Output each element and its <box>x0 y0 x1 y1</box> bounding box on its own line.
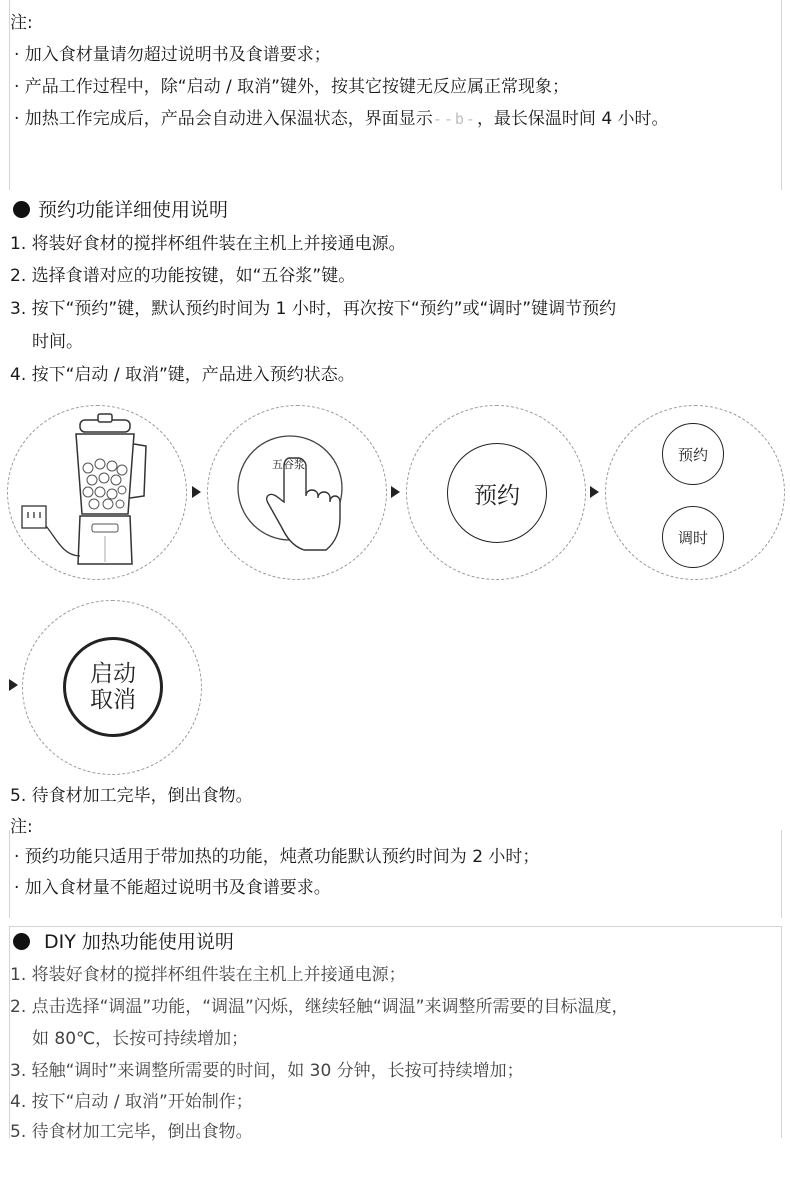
finger-press-illustration <box>208 406 388 581</box>
diy-step-4: 4. 按下“启动 / 取消”开始制作； <box>10 1092 253 1112</box>
reserve-step-4: 4. 按下“启动 / 取消”键，产品进入预约状态。 <box>10 365 355 385</box>
reserve-step-3-cont: 时间。 <box>32 332 83 352</box>
right-border-bottom <box>781 926 782 1138</box>
start-label: 启动 <box>90 661 136 687</box>
step-circle-start <box>22 600 202 775</box>
small-reserve-label: 预约 <box>677 445 708 464</box>
reserve-button-label: 预约 <box>474 482 520 509</box>
display-code: --b- <box>432 110 477 128</box>
small-adjust-button <box>662 506 724 568</box>
reserve-title: 预约功能详细使用说明 <box>38 199 229 221</box>
reserve-note-2: · 加入食材量不能超过说明书及食谱要求。 <box>14 878 331 898</box>
note-item-1: · 加入食材量请勿超过说明书及食谱要求； <box>14 45 331 65</box>
start-cancel-button <box>63 637 163 737</box>
diy-step-3: 3. 轻触“调时”来调整所需要的时间，如 30 分钟，长按可持续增加； <box>10 1061 524 1081</box>
step-circle-blender <box>7 405 187 580</box>
reserve-step-2: 2. 选择食谱对应的功能按键，如“五谷浆”键。 <box>10 266 356 286</box>
diy-title: DIY 加热功能使用说明 <box>44 931 234 953</box>
step-circle-reserve <box>406 405 586 580</box>
diy-step-2: 2. 点击选择“调温”功能，“调温”闪烁，继续轻触“调温”来调整所需要的目标温度， <box>10 997 629 1017</box>
reserve-step-5: 5. 待食材加工完毕，倒出食物。 <box>10 786 253 806</box>
cancel-label: 取消 <box>90 687 136 713</box>
arrow-4-icon <box>9 679 18 691</box>
section-bullet <box>13 201 30 218</box>
note-item-3 <box>14 108 669 130</box>
reserve-button <box>447 443 547 543</box>
step-circle-finger <box>207 405 387 580</box>
reserve-note-1: · 预约功能只适用于带加热的功能，炖煮功能默认预约时间为 2 小时； <box>14 847 540 867</box>
blender-illustration <box>8 406 188 581</box>
diy-section-bullet <box>13 933 30 950</box>
note-item-3-tail: ，最长保温时间 4 小时。 <box>476 109 669 129</box>
diy-step-1: 1. 将装好食材的搅拌杯组件装在主机上并接通电源； <box>10 965 406 985</box>
note-item-3-text: · 加热工作完成后，产品会自动进入保温状态，界面显示 <box>14 109 433 129</box>
step-circle-adjust <box>605 405 785 580</box>
arrow-3-icon <box>590 486 599 498</box>
right-border-top <box>781 0 782 190</box>
finger-button-label: 五谷浆 <box>272 458 305 471</box>
small-reserve-button <box>662 423 724 485</box>
arrow-1-icon <box>192 486 201 498</box>
reserve-step-1: 1. 将装好食材的搅拌杯组件装在主机上并接通电源。 <box>10 234 406 254</box>
section-divider <box>9 926 782 927</box>
note-item-2: · 产品工作过程中，除“启动 / 取消”键外，按其它按键无反应属正常现象； <box>14 77 569 97</box>
small-adjust-label: 调时 <box>677 528 708 547</box>
note-label: 注: <box>10 13 33 33</box>
arrow-2-icon <box>391 486 400 498</box>
diy-step-5: 5. 待食材加工完毕，倒出食物。 <box>10 1122 253 1142</box>
right-border-mid <box>781 830 782 918</box>
diy-step-2-cont: 如 80℃，长按可持续增加； <box>32 1029 249 1049</box>
reserve-step-3: 3. 按下“预约”键，默认预约时间为 1 小时，再次按下“预约”或“调时”键调节预约 <box>10 299 617 319</box>
left-border-mid <box>9 830 10 918</box>
reserve-note-label: 注: <box>10 817 33 837</box>
